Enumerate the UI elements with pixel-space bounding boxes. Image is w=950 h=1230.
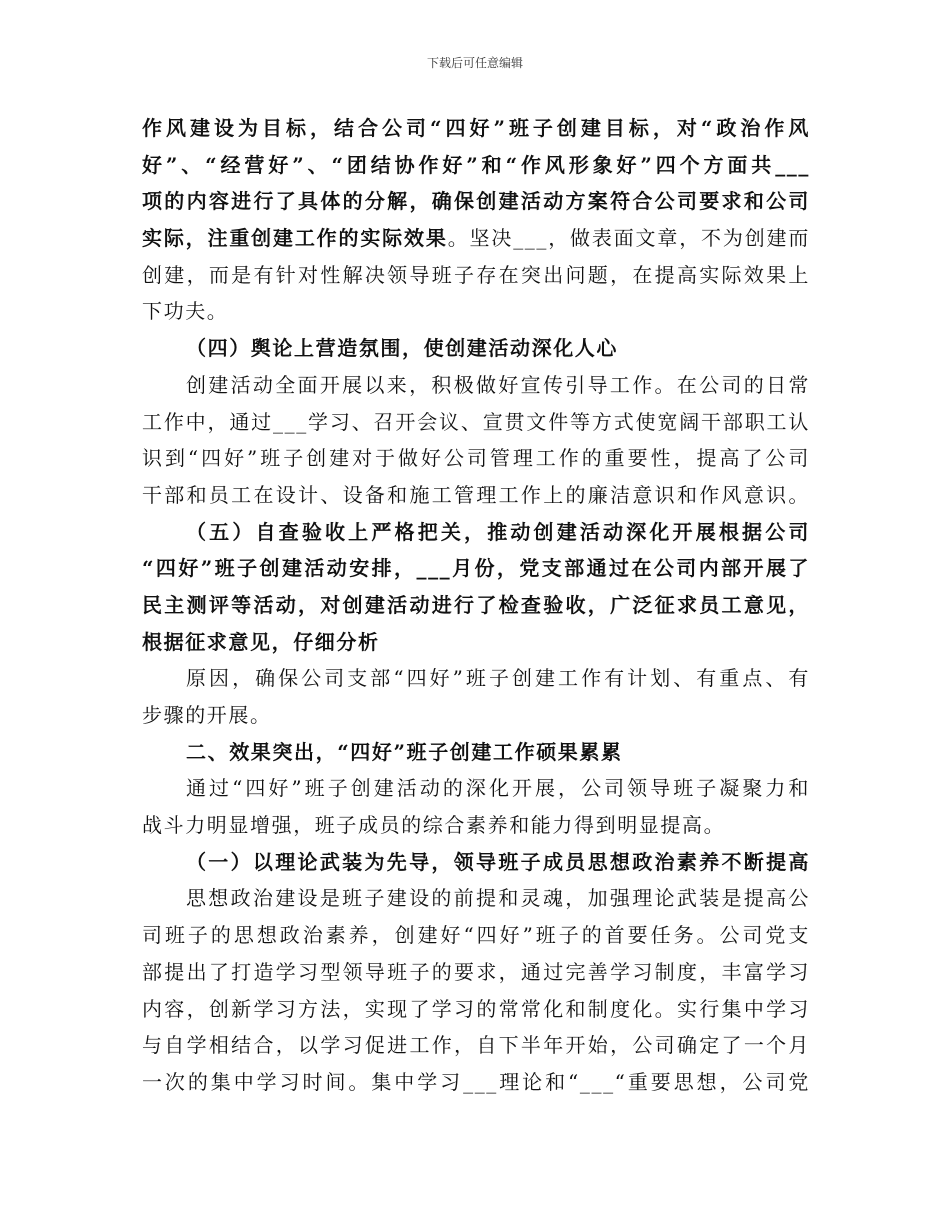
text-line: 司班子的思想政治素养，创建好“四好”班子的首要任务。公司党支 bbox=[142, 923, 810, 948]
text-line: 与自学相结合，以学习促进工作，自下半年开始，公司确定了一个月 bbox=[142, 1033, 810, 1058]
text-line: 作风建设为目标，结合公司“四好”班子创建目标，对“政治作风 bbox=[142, 116, 810, 140]
text-line: 内容，创新学习方法，实现了学习的常常化和制度化。实行集中学习 bbox=[142, 996, 810, 1021]
text-line: “四好”班子创建活动安排，___月份，党支部通过在公司内部开展了 bbox=[142, 556, 810, 581]
text-line bbox=[142, 220, 810, 257]
text-line: 民主测评等活动，对创建活动进行了检查验收，广泛征求员工意见， bbox=[142, 592, 810, 617]
document-body bbox=[142, 110, 810, 1101]
text-line: 战斗力明显增强，班子成员的综合素养和能力得到明显提高。 bbox=[142, 813, 726, 838]
text-line: （四）舆论上营造氛围，使创建活动深化人心 bbox=[186, 336, 618, 361]
text-segment: 。坚决___，做表面文章，不为创建而 bbox=[447, 226, 810, 251]
text-line: 项的内容进行了具体的分解，确保创建活动方案符合公司要求和公司 bbox=[142, 189, 810, 214]
text-line: 步骤的开展。 bbox=[142, 703, 272, 727]
text-line: 原因，确保公司支部“四好”班子创建工作有计划、有重点、有 bbox=[186, 666, 810, 691]
text-line: 思想政治建设是班子建设的前提和灵魂，加强理论武装是提高公 bbox=[186, 886, 810, 911]
page-header: 下载后可任意编辑 bbox=[426, 56, 523, 70]
text-line: 创建，而是有针对性解决领导班子存在突出问题，在提高实际效果上 bbox=[142, 262, 810, 287]
text-segment: 实际，注重创建工作的实际效果 bbox=[142, 226, 448, 251]
text-line: 创建活动全面开展以来，积极做好宣传引导工作。在公司的日常 bbox=[186, 372, 810, 397]
text-line: 好”、“经营好”、“团结协作好”和“作风形象好”四个方面共___ bbox=[142, 152, 810, 177]
text-line: 工作中，通过___学习、召开会议、宣贯文件等方式使宽阔干部职工认 bbox=[142, 409, 810, 434]
text-line: 部提出了打造学习型领导班子的要求，通过完善学习制度，丰富学习 bbox=[142, 959, 810, 984]
text-line: 二、效果突出，“四好”班子创建工作硕果累累 bbox=[186, 739, 623, 764]
text-line: 根据征求意见，仔细分析 bbox=[142, 629, 380, 654]
text-line: 干部和员工在设计、设备和施工管理工作上的廉洁意识和作风意识。 bbox=[142, 482, 810, 507]
text-line: 一次的集中学习时间。集中学习___理论和“___“重要思想，公司党 bbox=[142, 1069, 810, 1094]
text-line: （一）以理论武装为先导，领导班子成员思想政治素养不断提高 bbox=[186, 849, 810, 874]
text-line: （五）自查验收上严格把关，推动创建活动深化开展根据公司 bbox=[186, 519, 810, 544]
text-line: 识到“四好”班子创建对于做好公司管理工作的重要性，提高了公司 bbox=[142, 446, 810, 471]
text-line: 下功夫。 bbox=[142, 299, 229, 324]
text-line: 通过“四好”班子创建活动的深化开展，公司领导班子凝聚力和 bbox=[186, 776, 810, 801]
